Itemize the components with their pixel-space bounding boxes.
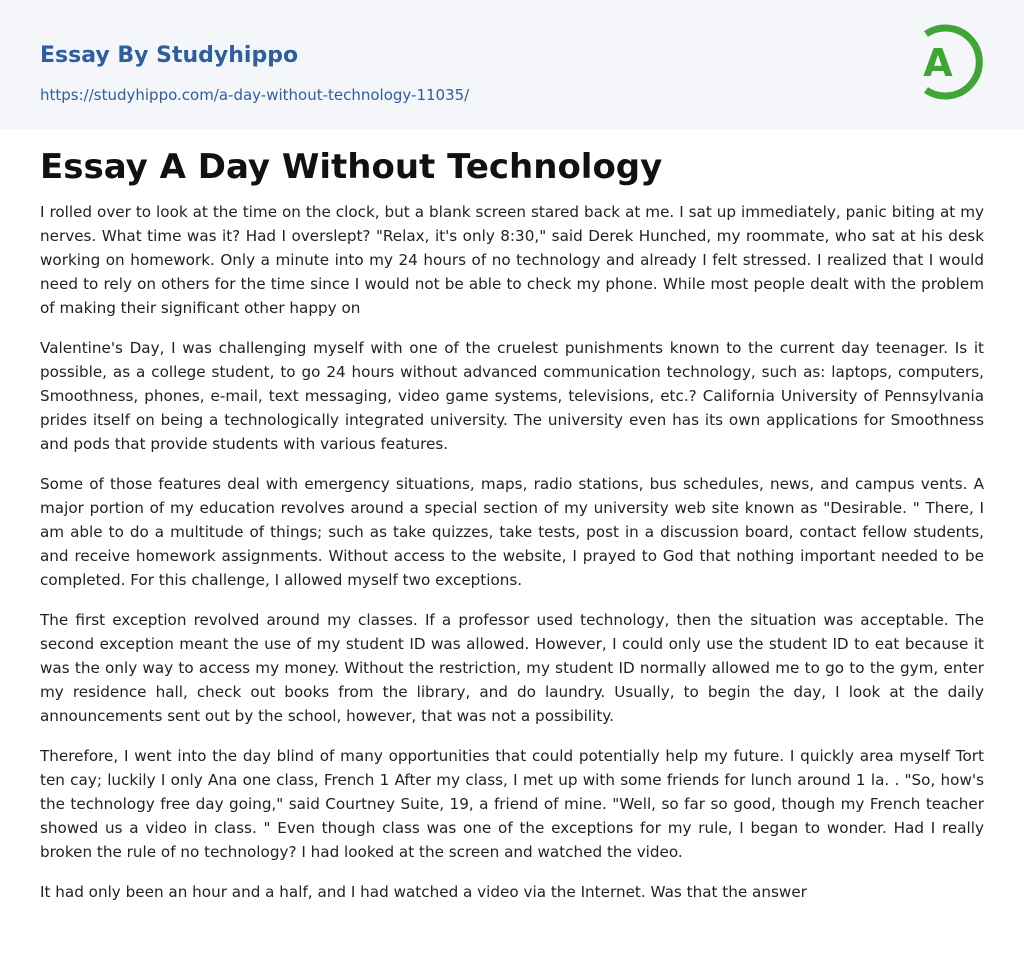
essay-paragraph: The first exception revolved around my classes. If a professor used technology, then the situation was acceptable. The second exception meant the use of my student ID was allowed. However, I could only use the student ID to eat because it was the only way to access my money. Without the restriction, my student ID normally allowed me to go to the gym, enter my residence hall, check out books from the library, and do laundry. Usually, to begin the day, I look at the daily announcements sent out by the school, however, that was not a possibility. bbox=[40, 611, 984, 725]
essay-paragraph: Therefore, I went into the day blind of many opportunities that could potentially help my future. I quickly area myself Tort ten cay; luckily I only Ana one class, French 1 After my class, I met up with some friends for lunch around 1 la. . "So, how's the technology free day going," said Courtney Suite, 19, a friend of mine. "Well, so far so good, though my French teacher showed us a video in class. " Even though class was one of the exceptions for my rule, I began to wonder. Had I really broken the rule of no technology? I had looked at the screen and watched the video. bbox=[40, 747, 984, 861]
logo-letter: A bbox=[923, 41, 953, 85]
essay-body bbox=[40, 200, 984, 920]
essay-paragraph: Valentine's Day, I was challenging myself with one of the cruelest punishments known to the current day teenager. Is it possible, as a college student, to go 24 hours without advanced communication technology, such as: laptops, computers, Smoothness, phones, e-mail, text messaging, video game systems, televisions, etc.? California University of Pennsylvania prides itself on being a technologically integrated university. The university even has its own applications for Smoothness and pods that provide students with various features. bbox=[40, 339, 984, 453]
essay-paragraph: It had only been an hour and a half, and I had watched a video via the Internet. Was that the answer bbox=[40, 883, 807, 901]
brand-title: Essay By Studyhippo bbox=[40, 43, 299, 68]
essay-paragraph: I rolled over to look at the time on the clock, but a blank screen stared back at me. I sat up immediately, panic biting at my nerves. What time was it? Had I overslept? "Relax, it's only 8:30," said Derek Hunched, my roommate, who sat at his desk working on homework. Only a minute into my 24 hours of no technology and already I felt stressed. I realized that I would need to rely on others for the time since I would not be able to check my phone. While most people dealt with the problem of making their significant other happy on bbox=[40, 203, 984, 317]
page-title: Essay A Day Without Technology bbox=[40, 147, 663, 187]
page-header bbox=[0, 0, 1024, 129]
studyhippo-logo-icon[interactable] bbox=[912, 18, 988, 106]
source-url-link[interactable]: https://studyhippo.com/a-day-without-technology-11035/ bbox=[40, 86, 470, 104]
essay-paragraph: Some of those features deal with emergency situations, maps, radio stations, bus schedules, news, and campus vents. A major portion of my education revolves around a special section of my university web site known as "Desirable. " There, I am able to do a multitude of things; such as take quizzes, take tests, post in a discussion board, contact fellow students, and receive homework assignments. Without access to the website, I prayed to God that nothing important needed to be completed. For this challenge, I allowed myself two exceptions. bbox=[40, 475, 984, 589]
